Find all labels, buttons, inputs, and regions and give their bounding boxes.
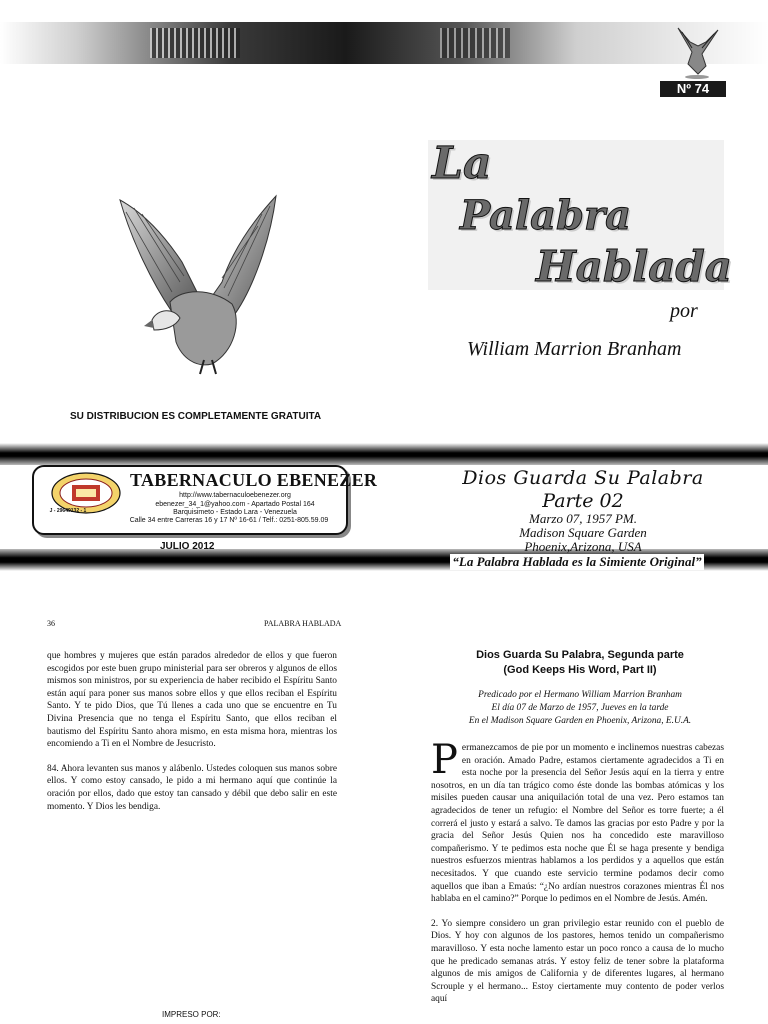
preached-by-line: Predicado por el Hermano William Marrion Branham — [478, 690, 682, 700]
slogan: “La Palabra Hablada es la Simiente Original” — [450, 554, 704, 570]
author-name: William Marrion Branham — [467, 338, 682, 360]
tabernacle-email[interactable]: ebenezer_34_1@yahoo.com - Apartado Postal 164 — [155, 501, 315, 508]
publication-title-hablada: Hablada — [536, 242, 733, 291]
publication-title-la: La — [432, 138, 492, 189]
drop-cap: P — [431, 737, 458, 783]
free-distribution-note: SU DISTRIBUCION ES COMPLETAMENTE GRATUITA — [70, 411, 322, 422]
tabernacle-url[interactable]: http://www.tabernaculoebenezer.org — [179, 492, 291, 499]
paragraph: 2. Yo siempre considero un gran privilegio estar reunido con el pueblo de Dios. Y hoy con algunos de los pastores, hemos tenido un compañerismo maravilloso. Y esta noche lamento estar un poco ronco a causa de lo mucho que he predicado semanas atrás. Y estoy feliz de tener sobre la plataforma algunos de mis amigos de California y de diferentes lugares, al hermano Scrouple y el hermano... Estoy ciertamente muy contento de poder verlos aquí — [431, 918, 724, 1005]
publication-title-palabra: Palabra — [460, 192, 631, 239]
issue-date: JULIO 2012 — [160, 541, 215, 552]
paragraph-text: ermanezcamos de pie por un momento e inclinemos nuestras cabezas en oración. Amado Padre, estamos ciertamente agradecidos a Ti en esta noche por la presencia del Señor Jesús aquí en la tierra y entre nosotros, en un día tan trágico como éste donde las bombas atómicas y los misiles pueden causar una aniquilación total de una vez. Pero estamos tan agradecidos de tener un refugio: el Nombre del Señor es torre fuerte; a él correrá el justo y estará a salvo. Te damos las gracias por esto Padre y por la gracia del Señor Jesús Quien nos ha concedido este maravilloso compañerismo. Y te pedimos esta noche que Él se haga presente y bendiga nuestros esfuerzos mientras hablamos a los perdidos y a aquellos que están necesitados. Y que cuando este servicio termine podamos decir como aquellos que iban a Emaús: “¿No ardían nuestros corazones mientras Él nos hablaba en el camino?” Porque lo pedimos en el Nombre de Jesús. Amén. — [431, 743, 724, 905]
printed-by-label: IMPRESO POR: — [162, 1010, 221, 1019]
sermon-subheading: (God Keeps His Word, Part II) — [503, 664, 657, 676]
issue-number-badge: Nº 74 — [660, 81, 726, 97]
running-head: PALABRA HABLADA — [264, 619, 342, 628]
paragraph — [431, 737, 724, 906]
paragraph: 84. Ahora levanten sus manos y alábenlo. Ustedes coloquen sus manos sobre ellos. Y como estoy cansado, le pido a mi hermano aquí que continúe la oración por ellos, dado que estoy tan cansado y débil que debo salir en este momento. Y Dios les bendiga. — [47, 763, 337, 812]
film-stripes — [150, 28, 240, 58]
tabernacle-id-code: J - 29649132 - 1 — [49, 508, 87, 514]
sermon-heading: Dios Guarda Su Palabra, Segunda parte — [476, 649, 684, 661]
left-text-column — [47, 650, 337, 825]
band-stripe-top — [0, 443, 768, 465]
film-stripes — [440, 28, 510, 58]
sermon-part: Parte 02 — [542, 490, 624, 512]
preached-place-line: En el Madison Square Garden en Phoenix, Arizona, E.U.A. — [468, 716, 692, 726]
sermon-title: Dios Guarda Su Palabra — [462, 467, 704, 489]
page-number: 36 — [47, 619, 55, 628]
preached-date-line: El día 07 de Marzo de 1957, Jueves en la tarde — [491, 703, 669, 713]
sermon-city: Phoenix,Arizona, USA — [524, 539, 642, 554]
tabernacle-address: Calle 34 entre Carreras 16 y 17 Nº 16-61 / Telf.: 0251-805.59.09 — [129, 517, 329, 524]
small-eagle-icon — [668, 22, 726, 80]
tabernacle-name: TABERNACULO EBENEZER — [130, 470, 378, 490]
paragraph: que hombres y mujeres que están parados alrededor de ellos y que fueron escogidos por este buen grupo ministerial para ser obreros y algunos de ellos mismos son ministros, por su experiencia de haber recibido el Espíritu Santo están aquí para poner sus manos sobre ellos y que ellos reciban el Espíritu Santo. Y te pido Dios, que Tú llenes a cada uno que se encuentre en Tu Divina Presencia que no tenga el Espíritu Santo, que ellos reciban el bautismo del Espíritu Santo ahora mismo, en esta misma hora, mientras los encomiendo a Ti en el Nombre de Jesucristo. — [47, 651, 337, 750]
by-label: por — [670, 300, 698, 322]
eagle-illustration — [112, 192, 282, 376]
top-decorative-band — [0, 22, 768, 64]
sermon-date: Marzo 07, 1957 PM. — [529, 511, 637, 526]
right-text-column — [431, 737, 724, 1018]
tabernacle-city: Barquisimeto - Estado Lara - Venezuela — [173, 509, 297, 516]
sermon-place: Madison Square Garden — [519, 525, 647, 540]
